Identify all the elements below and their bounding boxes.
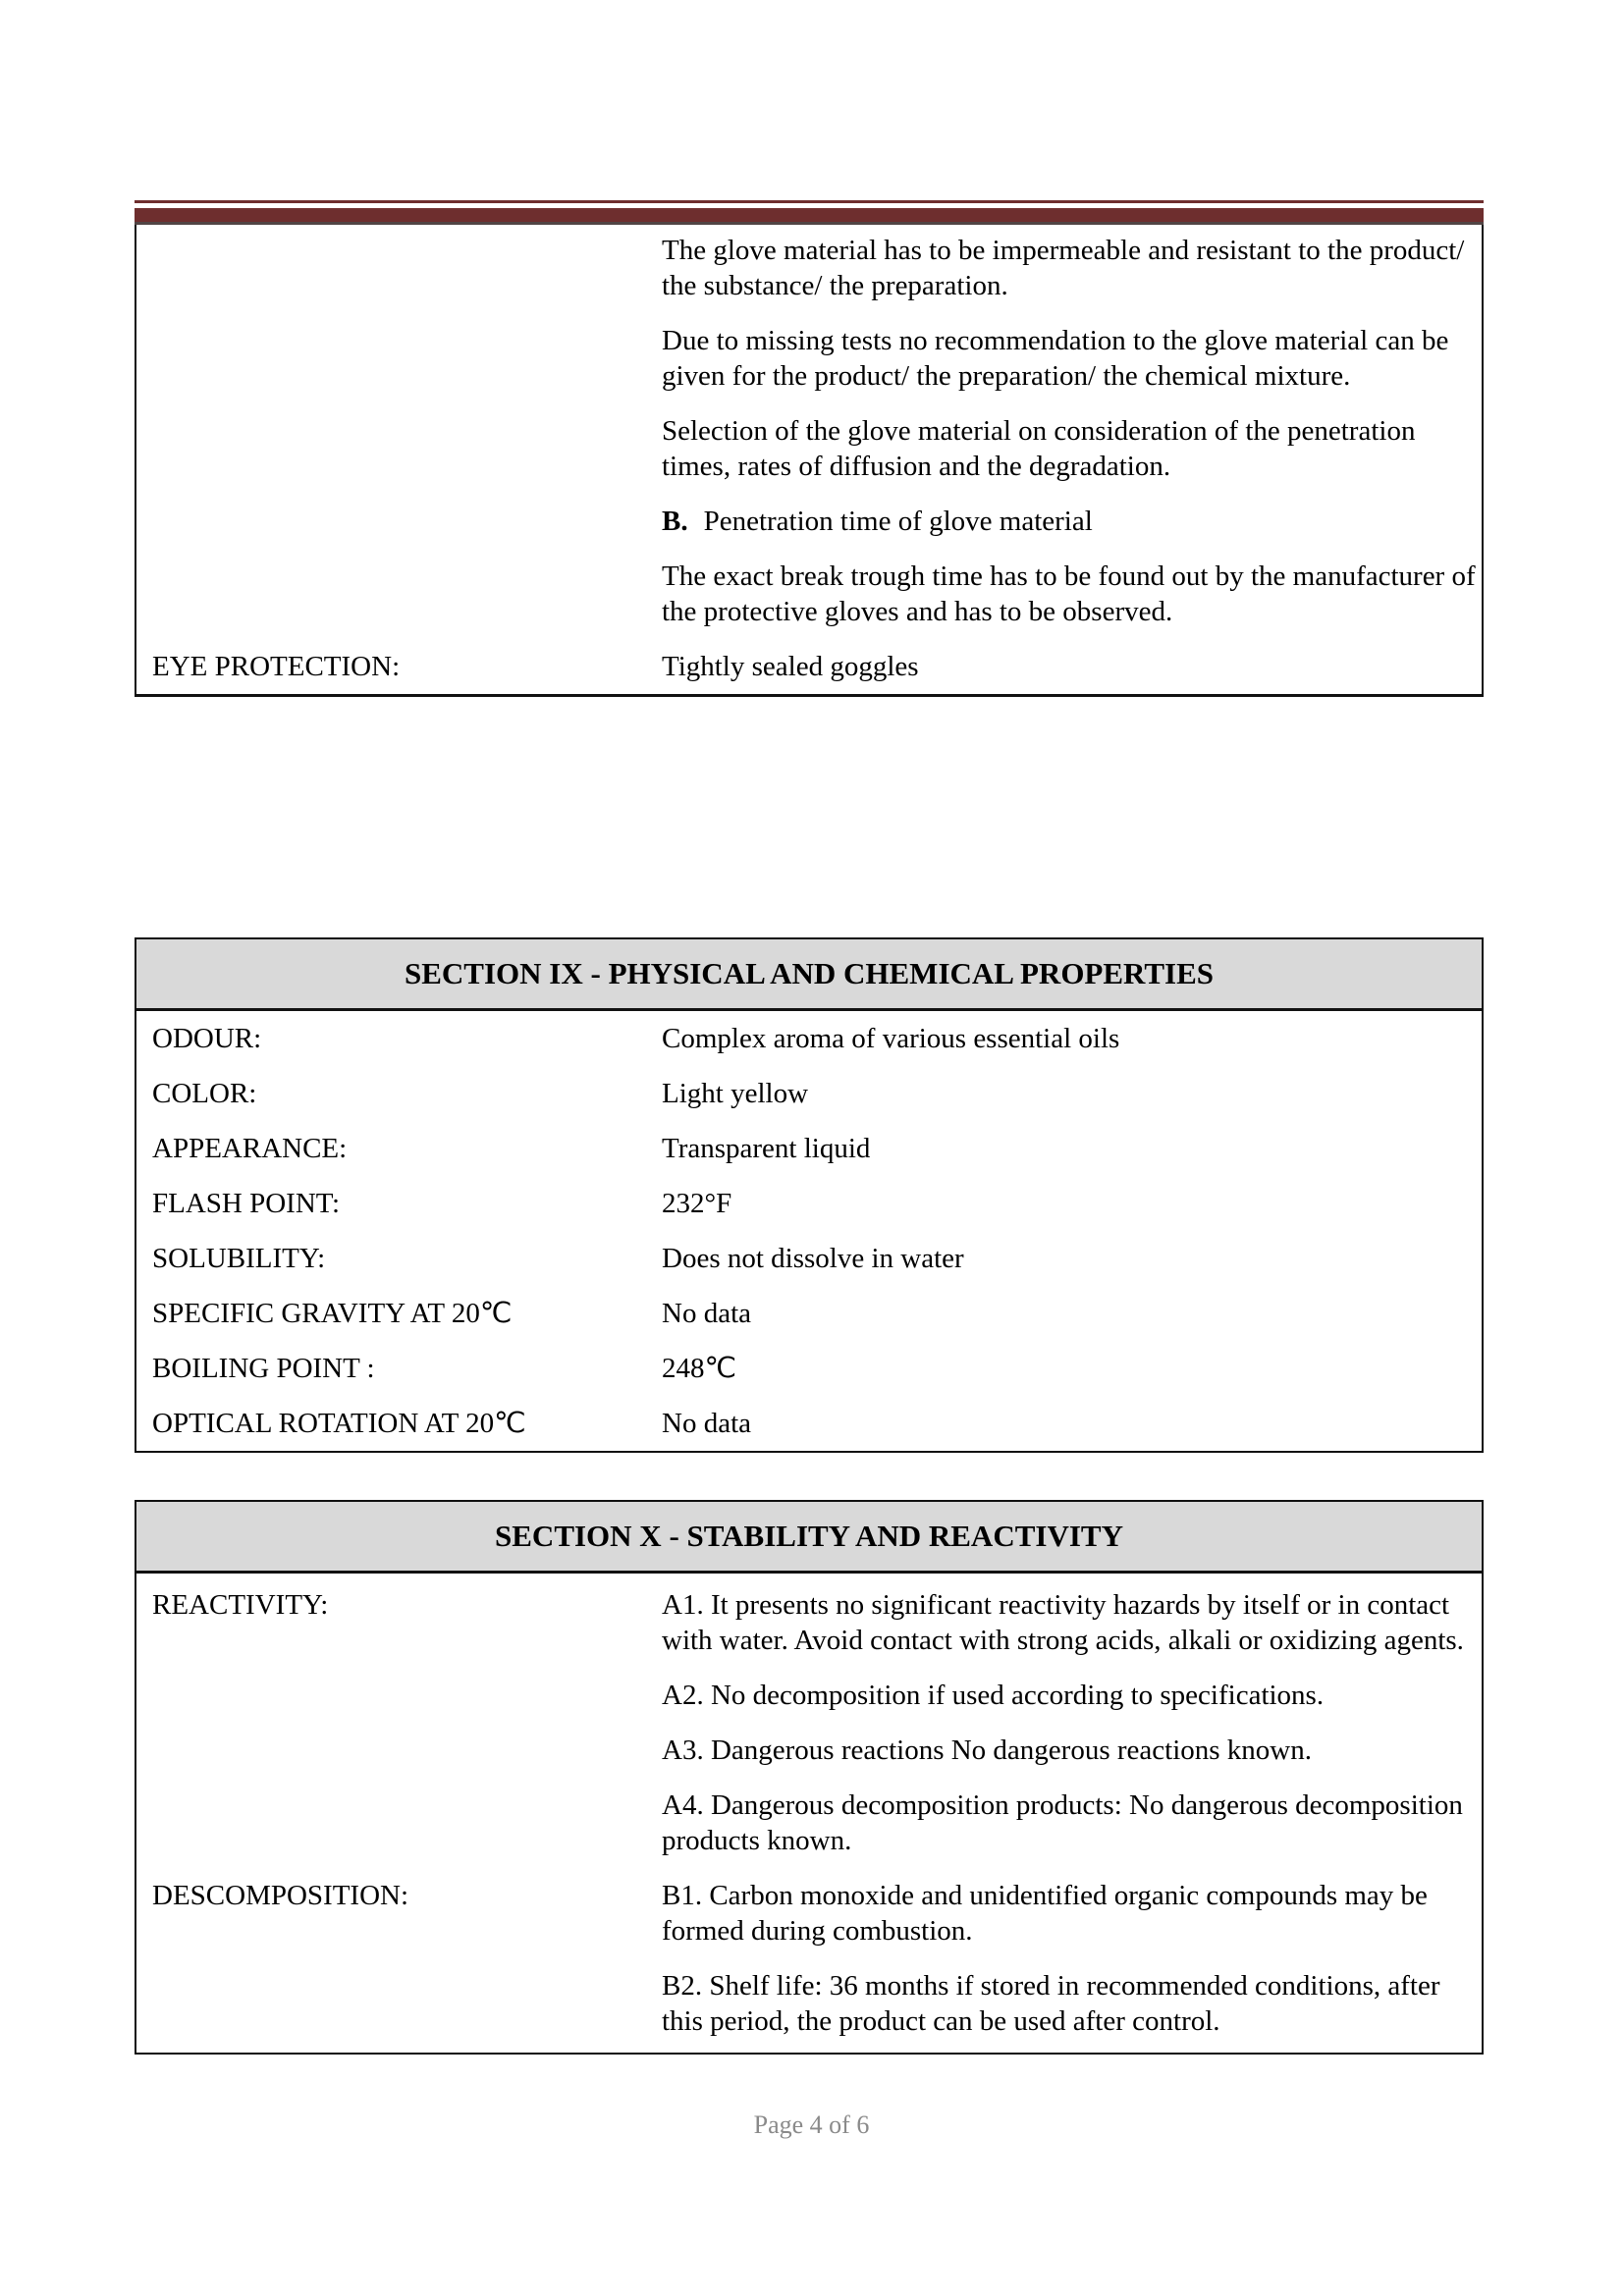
specific-gravity-value: No data [662,1298,751,1329]
specific-gravity-label: SPECIFIC GRAVITY AT 20℃ [152,1298,513,1329]
reactivity-label: REACTIVITY: [152,1589,329,1621]
eye-protection-row [136,649,1482,684]
glove-material-row [136,233,1482,629]
reactivity-paragraph-a1: A1. It presents no significant reactivity hazards by itself or in contact with water. Avoid contact with strong acids, alkali or oxidizing agents. [662,1589,1464,1656]
decomposition-paragraph-b1: B1. Carbon monoxide and unidentified organic compounds may be formed during combustion. [662,1880,1428,1947]
boiling-point-label: BOILING POINT : [152,1353,375,1384]
section-ix-title: SECTION IX - PHYSICAL AND CHEMICAL PROPERTIES [136,939,1482,1011]
section-x-body [136,1574,1482,2053]
eye-protection-label: EYE PROTECTION: [152,651,401,682]
color-label: COLOR: [152,1078,257,1109]
b-list-text: Penetration time of glove material [703,506,1093,537]
solubility-label: SOLUBILITY: [152,1243,326,1274]
reactivity-row [136,1587,1482,1858]
top-divider-band [135,208,1484,225]
flash-point-value: 232°F [662,1188,732,1219]
flash-point-label: FLASH POINT: [152,1188,341,1219]
table-row [136,1231,1482,1286]
reactivity-content [662,1587,1479,1858]
reactivity-paragraph-a4: A4. Dangerous decomposition products: No dangerous decomposition products known. [662,1789,1463,1856]
boiling-point-value: 248℃ [662,1353,737,1384]
decomposition-row [136,1878,1482,2039]
solubility-value: Does not dissolve in water [662,1243,964,1274]
glove-paragraph-5: The exact break trough time has to be found out by the manufacturer of the protective gloves and has to be observed. [662,561,1476,627]
section-x-title: SECTION X - STABILITY AND REACTIVITY [136,1502,1482,1574]
top-divider-thin-line [135,200,1484,203]
table-row [136,1121,1482,1176]
glove-paragraph-2: Due to missing tests no recommendation to the glove material can be given for the product/ the preparation/ the chemical mixture. [662,325,1449,392]
glove-paragraph-1: The glove material has to be impermeable and resistant to the product/ the substance/ the preparation. [662,235,1465,301]
page-number: Page 4 of 6 [753,2110,870,2139]
table-row [136,1341,1482,1396]
odour-value: Complex aroma of various essential oils [662,1023,1120,1054]
glove-paragraph-b [662,504,1479,539]
table-row [136,1286,1482,1341]
eye-protection-value: Tightly sealed goggles [662,651,919,682]
table-row [136,1011,1482,1066]
decomposition-paragraph-b2: B2. Shelf life: 36 months if stored in recommended conditions, after this period, the product can be used after control. [662,1970,1440,2037]
optical-rotation-label: OPTICAL ROTATION AT 20℃ [152,1408,526,1439]
section-ix-table [135,937,1484,1453]
appearance-value: Transparent liquid [662,1133,871,1164]
odour-label: ODOUR: [152,1023,262,1054]
table-row [136,1176,1482,1231]
optical-rotation-value: No data [662,1408,751,1439]
appearance-label: APPEARANCE: [152,1133,348,1164]
color-value: Light yellow [662,1078,809,1109]
decomposition-label: DESCOMPOSITION: [152,1880,409,1911]
protection-table [135,225,1484,697]
b-list-marker: B. [662,506,688,537]
reactivity-paragraph-a3: A3. Dangerous reactions No dangerous reactions known. [662,1735,1312,1766]
decomposition-content [662,1878,1479,2039]
glove-material-content [662,233,1479,629]
table-row [136,1066,1482,1121]
table-row [136,1396,1482,1451]
glove-paragraph-3: Selection of the glove material on consideration of the penetration times, rates of diffusion and the degradation. [662,415,1416,482]
reactivity-paragraph-a2: A2. No decomposition if used according to specifications. [662,1680,1325,1711]
section-x-table [135,1500,1484,2055]
